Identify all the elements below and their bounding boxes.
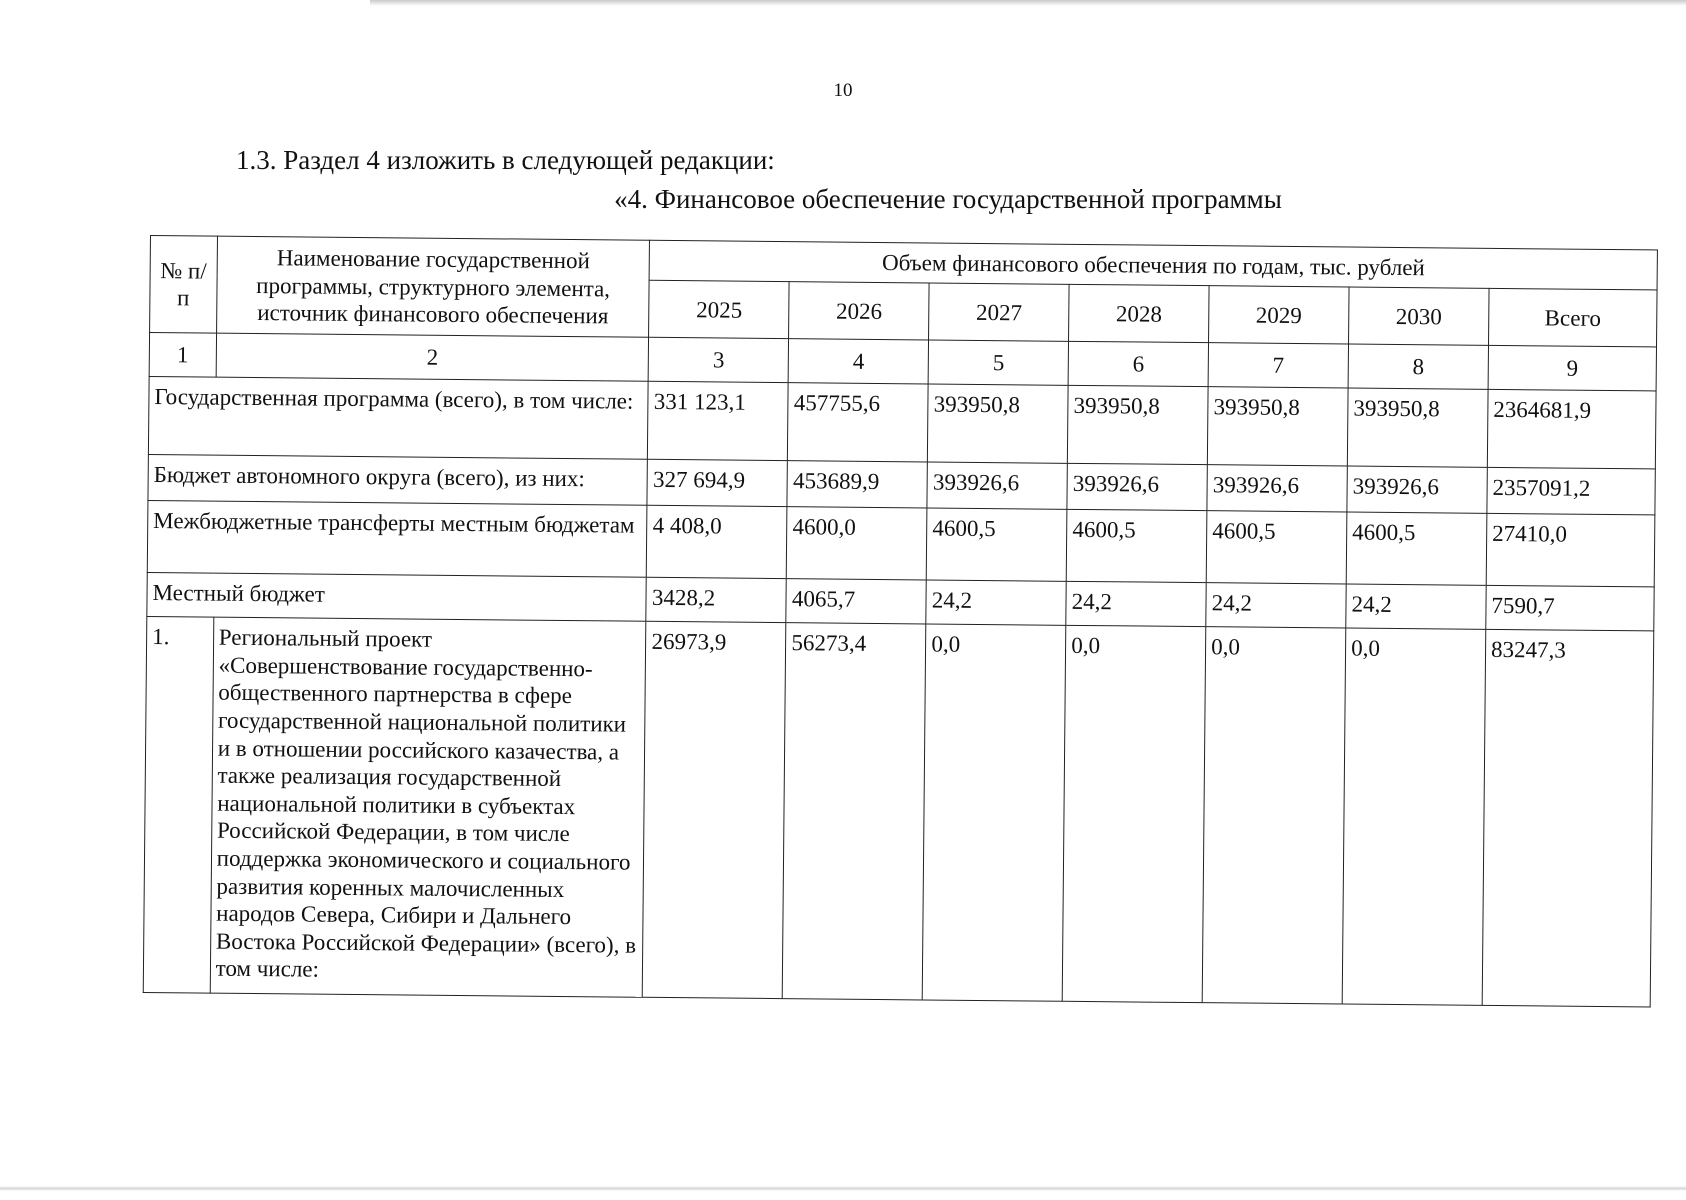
cell-value: 327 694,9 [647,460,787,507]
column-number: 4 [788,339,928,384]
column-number: 7 [1208,343,1348,388]
cell-value: 393926,6 [1067,464,1207,511]
cell-value: 2357091,2 [1487,468,1655,516]
row-number: 1. [143,617,213,994]
cell-value: 4600,5 [927,508,1068,581]
cell-value: 331 123,1 [648,382,789,461]
header-year: 2026 [789,282,929,340]
cell-value: 393950,8 [928,384,1069,463]
cell-value: 26973,9 [643,622,787,999]
column-number: 2 [216,333,649,381]
cell-value: 24,2 [926,580,1066,625]
table-row-program-total [148,377,1656,469]
row-label: Межбюджетные трансферты местным бюджетам [147,501,647,578]
cell-value: 457755,6 [788,383,929,462]
cell-value: 0,0 [922,624,1066,1001]
header-year: 2030 [1349,287,1489,345]
column-number: 5 [928,340,1068,385]
cell-value: 4600,5 [1346,512,1487,585]
cell-value: 393926,6 [927,462,1067,509]
cell-value: 393926,6 [1207,465,1347,512]
cell-value: 7590,7 [1486,586,1654,632]
header-year: 2025 [649,280,789,338]
cell-value: 0,0 [1342,628,1486,1005]
header-year: 2028 [1069,284,1209,342]
row-label: Государственная программа (всего), в том числе: [148,377,648,460]
cell-value: 393926,6 [1347,466,1487,513]
header-year: 2029 [1209,286,1349,344]
row-label: Местный бюджет [147,573,647,622]
cell-value: 2364681,9 [1487,390,1656,470]
cell-value: 56273,4 [783,623,927,1000]
cell-value: 4600,5 [1066,510,1207,583]
column-number: 8 [1348,344,1488,389]
row-label: Бюджет автономного округа (всего), из них: [148,455,648,506]
intro-text: 1.3. Раздел 4 изложить в следующей редакции: [236,145,775,175]
scan-edge-top [370,0,1686,6]
cell-value: 0,0 [1202,627,1346,1004]
column-number: 1 [149,333,216,378]
cell-value: 393950,8 [1347,388,1488,467]
cell-value: 393950,8 [1207,387,1348,466]
cell-value: 24,2 [1066,582,1206,627]
header-name: Наименование государственной программы, структурного элемента, источник финансового обеспечения [216,236,650,337]
cell-value: 27410,0 [1486,514,1655,588]
cell-value: 24,2 [1346,584,1486,629]
cell-value: 83247,3 [1482,630,1654,1008]
cell-value: 3428,2 [646,578,786,623]
column-number: 6 [1068,341,1208,386]
financing-table [143,235,1658,1008]
header-total: Всего [1488,288,1657,347]
cell-value: 4065,7 [786,579,926,624]
page-number: 10 [833,80,853,101]
table-row-regional-project [143,617,1654,1007]
header-group: Объем финансового обеспечения по годам, тыс. рублей [650,240,1658,290]
table-container [143,235,1658,1008]
section-title: «4. Финансовое обеспечение государственной программы [614,184,1282,214]
row-label: Региональный проект «Совершенствование государственно-общественного партнерства в сфере государственной национальной политики и в отношении российского казачества, а также реализация государственной национальной политики в субъектах Российской Федерации, в том числе поддержка экономического и социального развития коренных малочисленных народов Севера, Сибири и Дальнего Востока Российской Федерации» (всего), в том числе: [210,617,646,997]
cell-value: 453689,9 [787,461,927,508]
header-year: 2027 [929,283,1069,341]
cell-value: 4600,5 [1206,511,1347,584]
cell-value: 393950,8 [1068,386,1209,465]
scan-edge-bottom [0,1186,1686,1191]
column-number: 3 [649,337,789,382]
cell-value: 4 408,0 [647,506,788,579]
cell-value: 0,0 [1062,626,1206,1003]
cell-value: 24,2 [1206,583,1346,628]
column-number: 9 [1488,345,1656,391]
cell-value: 4600,0 [787,507,928,580]
header-num: № п/п [150,236,218,334]
